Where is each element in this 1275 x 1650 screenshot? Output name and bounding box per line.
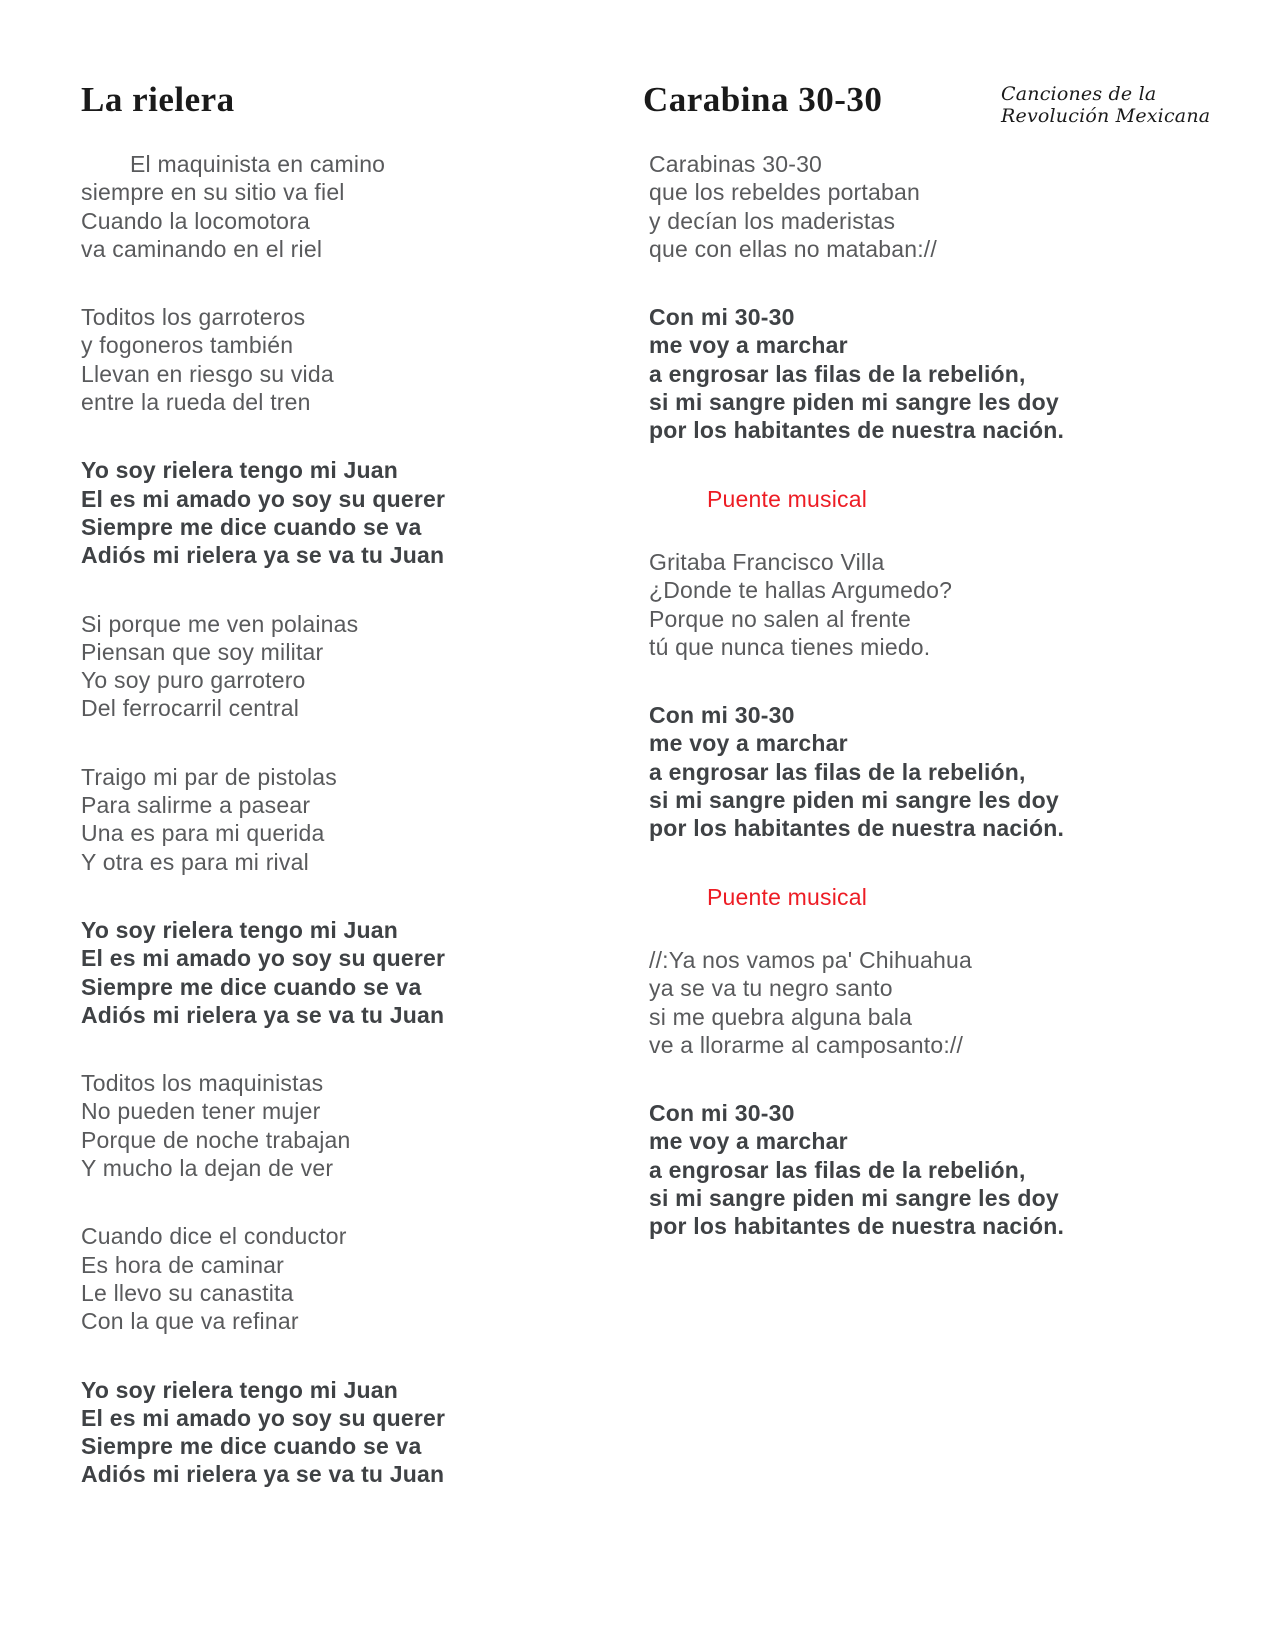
lyric-line: si me quebra alguna bala: [649, 1003, 913, 1030]
song-title-carabina-30-30: Carabina 30-30: [643, 80, 883, 119]
lyric-line: Con la que va refinar: [81, 1308, 299, 1335]
lyric-line: me voy a marchar: [649, 1128, 848, 1155]
lyric-line: Es hora de caminar: [81, 1251, 285, 1278]
lyric-line: Porque no salen al frente: [649, 605, 912, 632]
lyric-line: y fogoneros también: [81, 332, 294, 359]
bridge-label: [649, 485, 1123, 513]
lyric-line: Porque de noche trabajan: [81, 1126, 351, 1153]
bridge-label-text: Puente musical: [707, 485, 868, 512]
lyric-line: a engrosar las filas de la rebelión,: [649, 758, 1026, 785]
lyric-line: Si porque me ven polainas: [81, 610, 359, 637]
lyric-line: por los habitantes de nuestra nación.: [649, 815, 1065, 842]
lyric-line: Traigo mi par de pistolas: [81, 763, 337, 790]
lyric-line: Con mi 30-30: [649, 702, 795, 729]
lyric-line: por los habitantes de nuestra nación.: [649, 1213, 1065, 1240]
lyric-line: Carabinas 30-30: [649, 151, 823, 177]
lyric-line: Cuando la locomotora: [81, 207, 311, 234]
lyric-line: Del ferrocarril central: [81, 695, 300, 722]
attribution-line-1: Canciones de la: [1001, 83, 1157, 105]
lyric-line: Toditos los maquinistas: [81, 1070, 324, 1097]
song-column-la-rielera: [81, 80, 551, 1529]
lyric-line: Con mi 30-30: [649, 304, 795, 331]
lyric-line: Y mucho la dejan de ver: [81, 1155, 334, 1182]
chorus-stanza: [81, 1376, 551, 1489]
lyric-line: Siempre me dice cuando se va: [81, 513, 422, 540]
lyric-line: siempre en su sitio va fiel: [81, 179, 345, 206]
lyric-line: Yo soy rielera tengo mi Juan: [81, 916, 399, 943]
lyric-line: Con mi 30-30: [649, 1100, 795, 1127]
lyric-line: a engrosar las filas de la rebelión,: [649, 1156, 1026, 1183]
chorus-stanza: [649, 701, 1123, 842]
verse-stanza: [649, 150, 1123, 263]
lyric-line: Le llevo su canastita: [81, 1279, 294, 1306]
lyric-line: Adiós mi rielera ya se va tu Juan: [81, 1001, 445, 1028]
lyric-line: El es mi amado yo soy su querer: [81, 1404, 446, 1431]
lyrics-la-rielera: [81, 150, 551, 1489]
lyric-line: me voy a marchar: [649, 730, 848, 757]
verse-stanza: [81, 1222, 551, 1335]
lyric-line: por los habitantes de nuestra nación.: [649, 417, 1065, 444]
lyric-line: Adiós mi rielera ya se va tu Juan: [81, 542, 445, 569]
chorus-stanza: [81, 456, 551, 569]
verse-stanza: [81, 610, 551, 723]
lyric-line: ve a llorarme al camposanto://: [649, 1031, 964, 1058]
lyric-line: //:Ya nos vamos pa' Chihuahua: [649, 946, 973, 973]
collection-attribution: [1001, 84, 1210, 127]
bridge-label-text: Puente musical: [707, 883, 868, 910]
lyric-line: Yo soy rielera tengo mi Juan: [81, 1376, 399, 1403]
verse-stanza: [649, 548, 1123, 661]
attribution-line-2: Revolución Mexicana: [1001, 104, 1211, 127]
lyric-line: si mi sangre piden mi sangre les doy: [649, 1185, 1059, 1212]
lyric-line: Gritaba Francisco Villa: [649, 548, 885, 575]
lyric-line: si mi sangre piden mi sangre les doy: [649, 389, 1059, 416]
lyric-line: tú que nunca tienes miedo.: [649, 633, 931, 660]
lyric-line: entre la rueda del tren: [81, 389, 311, 416]
lyric-line: Toditos los garroteros: [81, 304, 306, 331]
lyric-line: va caminando en el riel: [81, 235, 323, 262]
verse-stanza: [81, 303, 551, 416]
lyric-line: a engrosar las filas de la rebelión,: [649, 360, 1026, 387]
verse-stanza: [81, 763, 551, 876]
lyric-line: El maquinista en camino: [130, 151, 386, 177]
lyric-line: Una es para mi querida: [81, 820, 325, 847]
verse-stanza: [649, 946, 1123, 1059]
lyric-line: Yo soy rielera tengo mi Juan: [81, 457, 399, 484]
lyric-line: Piensan que soy militar: [81, 638, 324, 665]
lyric-line: y decían los maderistas: [649, 207, 896, 234]
verse-stanza: [81, 150, 551, 263]
lyrics-carabina-30-30: [643, 150, 1123, 1241]
lyric-line: si mi sangre piden mi sangre les doy: [649, 787, 1059, 814]
chorus-stanza: [649, 1099, 1123, 1240]
chorus-stanza: [649, 303, 1123, 444]
lyric-line: ya se va tu negro santo: [649, 975, 893, 1002]
lyric-line: Para salirme a pasear: [81, 792, 311, 819]
song-column-carabina-30-30: [643, 80, 1123, 1281]
lyric-line: Cuando dice el conductor: [81, 1223, 347, 1250]
lyric-line: Siempre me dice cuando se va: [81, 1433, 422, 1460]
song-title-la-rielera: La rielera: [81, 80, 235, 119]
lyric-line: que los rebeldes portaban: [649, 179, 920, 206]
lyric-line: No pueden tener mujer: [81, 1098, 321, 1125]
verse-stanza: [81, 1069, 551, 1182]
chorus-stanza: [81, 916, 551, 1029]
lyric-line: Siempre me dice cuando se va: [81, 973, 422, 1000]
lyric-line: El es mi amado yo soy su querer: [81, 945, 446, 972]
lyric-line: Llevan en riesgo su vida: [81, 360, 334, 387]
bridge-label: [649, 883, 1123, 911]
lyric-line: que con ellas no mataban://: [649, 235, 937, 262]
lyric-line: Yo soy puro garrotero: [81, 667, 306, 694]
lyric-line: ¿Donde te hallas Argumedo?: [649, 577, 953, 604]
lyric-line: me voy a marchar: [649, 332, 848, 359]
lyric-line: El es mi amado yo soy su querer: [81, 485, 446, 512]
lyric-line: Y otra es para mi rival: [81, 848, 309, 875]
lyric-line: Adiós mi rielera ya se va tu Juan: [81, 1461, 445, 1488]
